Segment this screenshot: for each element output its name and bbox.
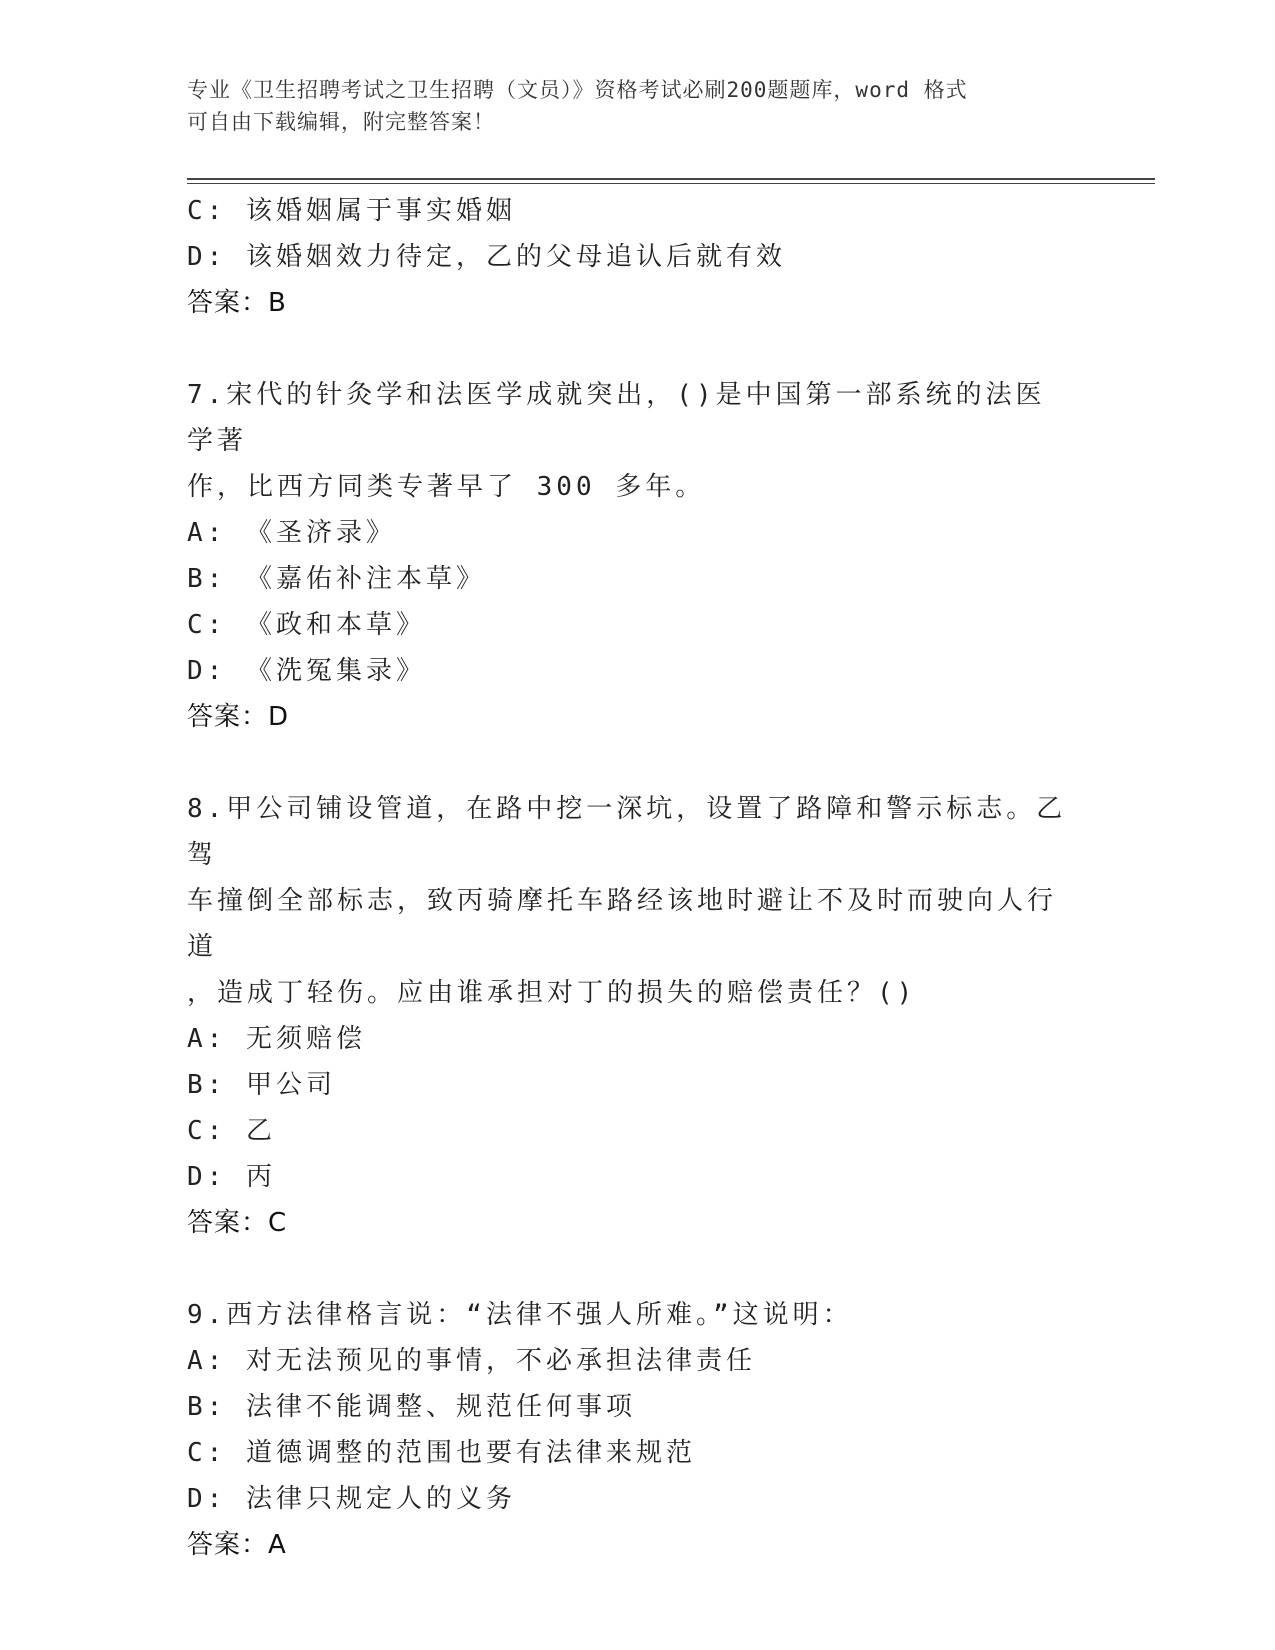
option-c: C: 道德调整的范围也要有法律来规范 [187, 1438, 696, 1468]
option-b: B: 法律不能调整、规范任何事项 [187, 1392, 636, 1422]
option-a: A: 对无法预见的事情，不必承担法律责任 [187, 1346, 756, 1376]
question-stem-line: ，造成丁轻伤。应由谁承担对丁的损失的赔偿责任？() [187, 978, 917, 1008]
document-header [187, 74, 1087, 138]
answer-label: 答案：A [187, 1530, 287, 1560]
answer-label: 答案：D [187, 702, 290, 732]
option-a: A: 《圣济录》 [187, 518, 396, 548]
question-7 [187, 372, 1067, 740]
option-b: B: 甲公司 [187, 1070, 336, 1100]
header-subtitle-line: 可自由下载编辑，附完整答案！ [187, 110, 495, 134]
header-divider-thin [187, 183, 1155, 184]
question-9 [187, 1292, 1067, 1568]
spacer [187, 740, 1067, 786]
header-divider-thick [187, 178, 1155, 180]
question-stem-line: 车撞倒全部标志，致丙骑摩托车路经该地时避让不及时而驶向人行道 [187, 886, 1058, 962]
option-c: C: 《政和本草》 [187, 610, 426, 640]
question-6-continued [187, 188, 1067, 326]
option-a: A: 无须赔偿 [187, 1024, 366, 1054]
option-c: C: 乙 [187, 1116, 276, 1146]
option-d: D: 《洗冤集录》 [187, 656, 426, 686]
question-stem-line: 8.甲公司铺设管道，在路中挖一深坑，设置了路障和警示标志。乙驾 [187, 794, 1067, 870]
option-d: D: 丙 [187, 1162, 276, 1192]
spacer [187, 326, 1067, 372]
question-stem-line: 9.西方法律格言说：“法律不强人所难。”这说明： [187, 1300, 853, 1330]
option-c: C: 该婚姻属于事实婚姻 [187, 196, 516, 226]
answer-label: 答案：B [187, 288, 287, 318]
option-d: D: 该婚姻效力待定，乙的父母追认后就有效 [187, 242, 786, 272]
spacer [187, 1246, 1067, 1292]
question-stem-line: 作，比西方同类专著早了 300 多年。 [187, 472, 706, 502]
question-list [187, 188, 1067, 1568]
option-d: D: 法律只规定人的义务 [187, 1484, 516, 1514]
question-stem-line: 7.宋代的针灸学和法医学成就突出，()是中国第一部系统的法医学著 [187, 380, 1046, 456]
header-title-line: 专业《卫生招聘考试之卫生招聘（文员）》资格考试必刷200题题库，word 格式 [187, 78, 968, 102]
question-8 [187, 786, 1067, 1246]
option-b: B: 《嘉佑补注本草》 [187, 564, 486, 594]
answer-label: 答案：C [187, 1208, 288, 1238]
